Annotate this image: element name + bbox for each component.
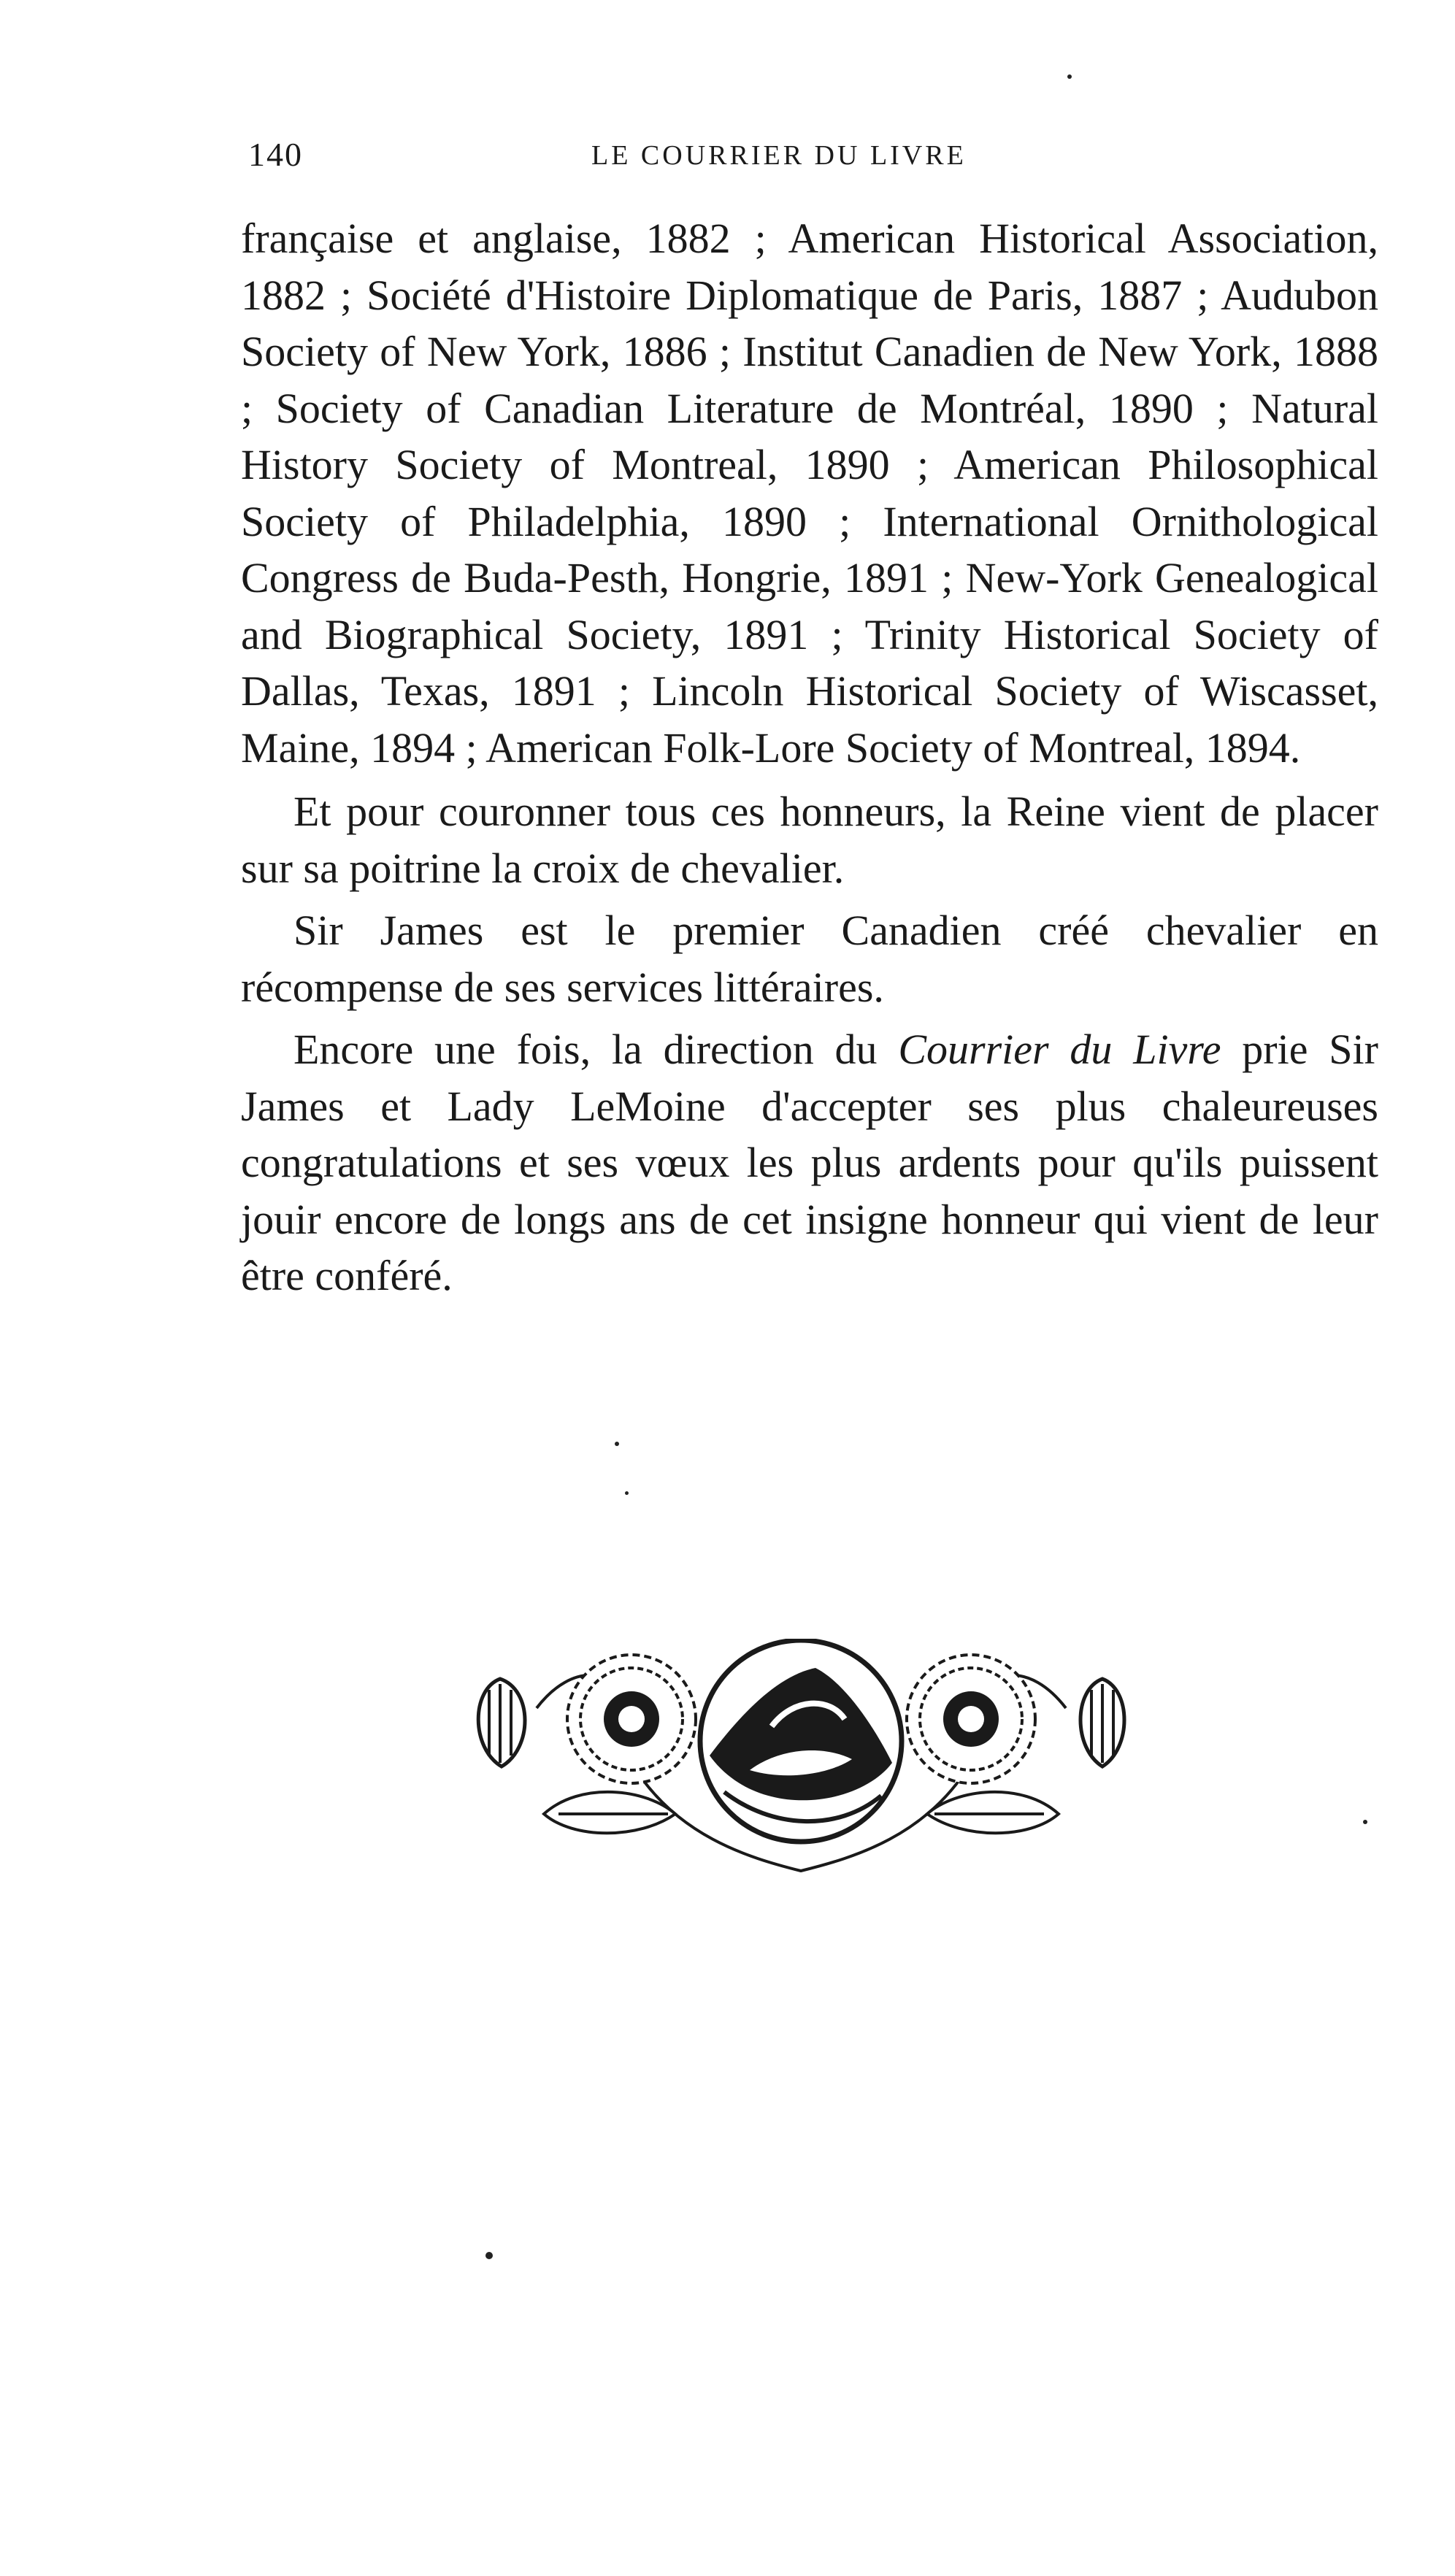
globe-bird-icon <box>700 1640 902 1842</box>
paragraph-first-canadian: Sir James est le premier Canadien créé chevalier en récompense de ses services littéraires. <box>241 907 1378 1011</box>
sunflower-globe-vignette-icon <box>456 1639 1146 1880</box>
page-header <box>248 135 1376 179</box>
page-speck <box>485 2252 493 2259</box>
page-speck <box>1363 1820 1367 1824</box>
left-bud-icon <box>478 1679 525 1766</box>
page-speck <box>1067 74 1072 79</box>
body-text <box>241 210 1378 1310</box>
congratulations-text-end: prie Sir James et Lady LeMoine d'accepter ses plus chaleureuses congratulations et ses vœux les plus ardents pour qu'ils puissent jouir encore de longs ans de cet insigne honneur qui vient de leur être conféré. <box>241 1026 1378 1299</box>
page-number: 140 <box>248 136 303 173</box>
paragraph-knighthood: Et pour couronner tous ces honneurs, la Reine vient de placer sur sa poitrine la croix de chevalier. <box>241 788 1378 892</box>
journal-title: Courrier du Livre <box>898 1026 1221 1073</box>
page-speck <box>625 1491 629 1495</box>
right-bud-icon <box>1080 1679 1124 1766</box>
left-sunflower-icon <box>567 1655 696 1783</box>
paragraph-congratulations <box>241 1021 1378 1304</box>
running-head: LE COURRIER DU LIVRE <box>591 140 967 171</box>
right-sunflower-icon <box>907 1655 1035 1783</box>
page-speck <box>615 1442 619 1446</box>
congratulations-text-start: Encore une fois, la direction du <box>293 1026 899 1073</box>
paragraph-memberships: française et anglaise, 1882 ; American Historical Association, 1882 ; Société d'Histoire Diplomatique de Paris, 1887 ; Audubon Society of New York, 1886 ; Institut Canadien de New York, 1888 ; Society of Canadian Literature de Montréal, 1890 ; Natural History Society of Montreal, 1890 ; American Philosophical Society of Philadelphia, 1890 ; International Ornithological Congress de Buda-Pesth, Hongrie, 1891 ; New-York Genealogical and Biographical Society, 1891 ; Trinity Historical Society of Dallas, Texas, 1891 ; Lincoln Historical Society of Wiscasset, Maine, 1894 ; American Folk-Lore Society of Montreal, 1894. <box>241 215 1378 772</box>
